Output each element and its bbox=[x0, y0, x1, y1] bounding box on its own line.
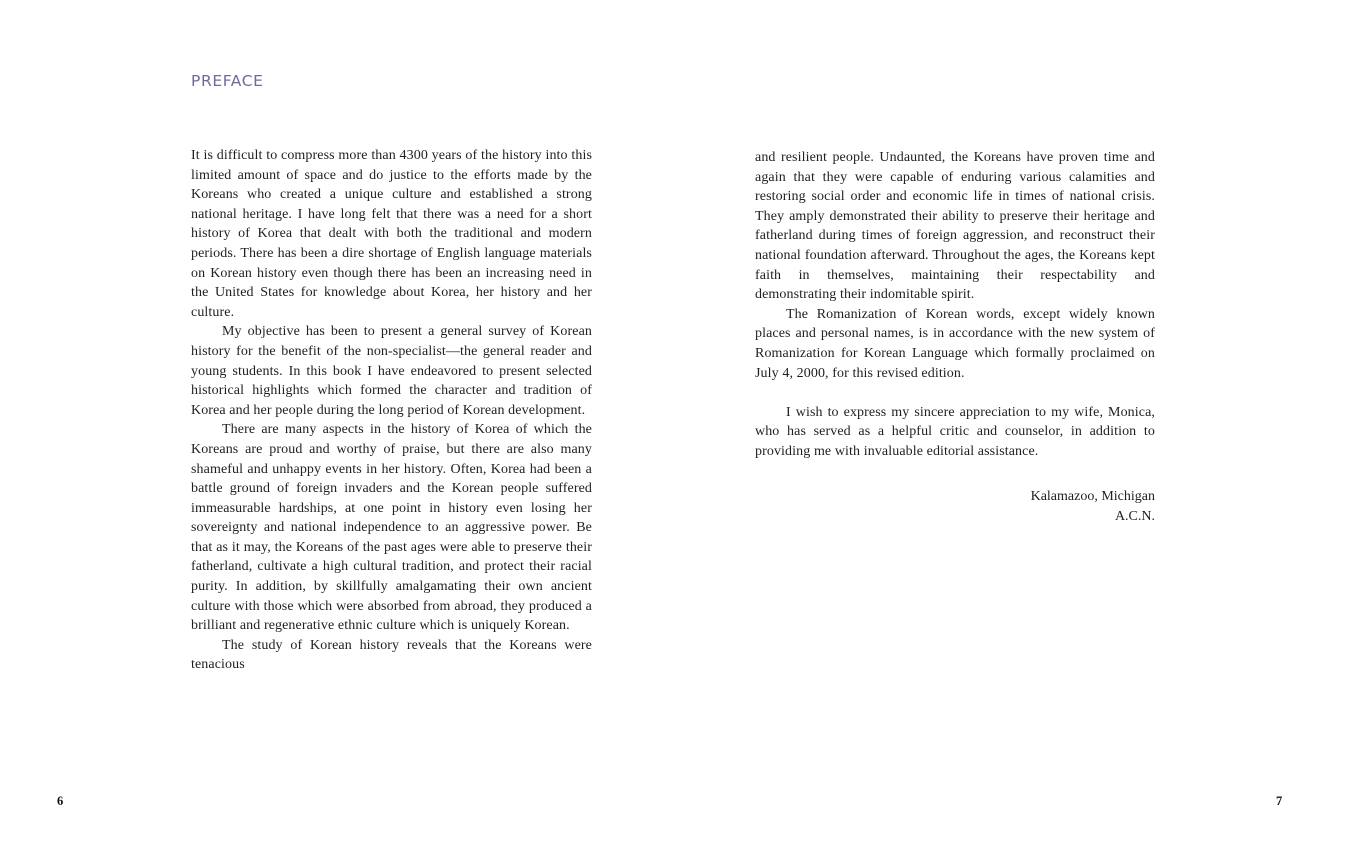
right-page-text-column bbox=[755, 148, 1155, 462]
paragraph: I wish to express my sincere appreciation to my wife, Monica, who has served as a helpful critic and counselor, in addition to providing me with invaluable editorial assistance. bbox=[755, 404, 1155, 459]
paragraph: and resilient people. Undaunted, the Koreans have proven time and again that they were capable of enduring various calamities and restoring social order and economic life in times of national crisis. They amply demonstrated their ability to preserve their heritage and fatherland during times of foreign aggression, and reconstruct their national foundation afterward. Throughout the ages, the Koreans kept faith in themselves, maintaining their respectability and demonstrating their indomitable spirit. bbox=[755, 150, 1155, 303]
page-right bbox=[673, 0, 1346, 845]
page-number-right: 7 bbox=[1276, 794, 1283, 808]
paragraph: My objective has been to present a general survey of Korean history for the benefit of the non-specialist—the general reader and young students. In this book I have endeavored to present selected historical highlights which formed the character and tradition of Korea and her people during the long period of Korean development. bbox=[191, 324, 592, 418]
page-number-left: 6 bbox=[57, 794, 64, 808]
signature-block bbox=[755, 487, 1155, 527]
preface-heading: PREFACE bbox=[191, 72, 264, 90]
paragraph: The Romanization of Korean words, except widely known places and personal names, is in accordance with the new system of Romanization for Korean Language which formally proclaimed on July 4, 2000, for this revised edition. bbox=[755, 306, 1155, 381]
paragraph: There are many aspects in the history of Korea of which the Koreans are proud and worthy of praise, but there are also many shameful and unhappy events in her history. Often, Korea had been a battle ground of foreign invaders and the Korean people suffered immeasurable hardships, at one point in history even losing her sovereignty and national independence to an aggressive power. Be that as it may, the Koreans of the past ages were able to preserve their fatherland, cultivate a high cultural tradition, and protect their racial purity. In addition, by skillfully amalgamating their own ancient culture with those which were absorbed from abroad, they produced a brilliant and regenerative ethnic culture which is uniquely Korean. bbox=[191, 422, 592, 634]
signature-initials: A.C.N. bbox=[1114, 508, 1155, 524]
paragraph: It is difficult to compress more than 4300 years of the history into this limited amount of space and do justice to the efforts made by the Koreans who created a unique culture and established a strong national heritage. I have long felt that there was a need for a short history of Korea that dealt with both the traditional and modern periods. There has been a dire shortage of English language materials on Korean history even though there has been an increasing need in the United States for knowledge about Korea, her history and her culture. bbox=[191, 148, 592, 320]
left-page-text-column bbox=[191, 146, 592, 675]
paragraph: The study of Korean history reveals that the Koreans were tenacious bbox=[191, 637, 592, 673]
signature-location: Kalamazoo, Michigan bbox=[1030, 489, 1155, 504]
